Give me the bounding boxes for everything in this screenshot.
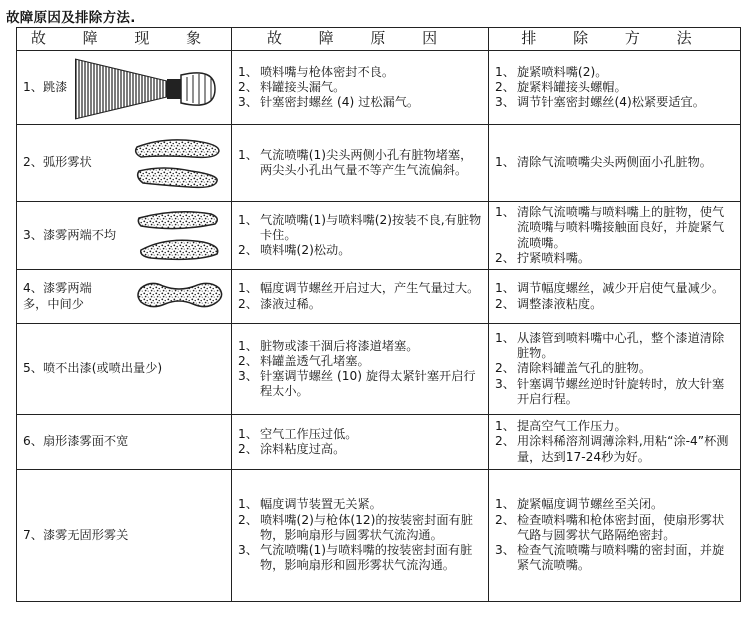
list-item: 2、 拧紧喷料嘴。: [495, 250, 591, 265]
uneven-spray-figure: [137, 208, 223, 264]
table-row: [17, 125, 741, 202]
list-item: 1、 气流喷嘴(1)尖头两侧小孔有脏物堵塞，两尖头小孔出气量不等产生气流偏斜。: [238, 147, 473, 177]
list-item: 1、 旋紧喷料嘴(2)。: [495, 64, 608, 79]
list-item: 2、 喷料嘴(2)松动。: [238, 243, 351, 258]
phenomenon-cell: [17, 202, 232, 270]
list-item: 1、 从漆管到喷料嘴中心孔，整个漆道清除脏物。: [495, 330, 725, 361]
cause-cell: [232, 324, 489, 415]
page-title: 故障原因及排除方法.: [6, 10, 136, 26]
list-item: 2、 调整漆液粘度。: [495, 296, 603, 311]
list-item: 3、 气流喷嘴(1)与喷料嘴的按装密封面有脏物，影响扇形和圆形雾状气流沟通。: [238, 543, 473, 573]
cause-cell: [232, 125, 489, 202]
remedy-cell: [489, 51, 741, 125]
table-row: [17, 415, 741, 470]
table-row: [17, 324, 741, 415]
phenomenon-cell: [17, 51, 232, 125]
cause-cell: [232, 270, 489, 324]
cause-cell: [232, 51, 489, 125]
cause-cell: [232, 415, 489, 470]
remedy-cell: [489, 125, 741, 202]
table-row: [17, 270, 741, 324]
list-item: 1、 调节幅度螺丝，减少开启使气量减少。: [495, 281, 725, 296]
spray-gun-nozzle-figure: [75, 57, 223, 121]
fault-table: [16, 27, 741, 602]
list-item: 2、 用涂料稀溶剂调薄涂料,用粘“涂-4”杯测量，达到17-24秒为好。: [495, 434, 729, 464]
list-item: 2、 料罐接头漏气。: [238, 79, 346, 94]
list-item: 1、 幅度调节装置无关紧。: [238, 497, 382, 512]
list-item: 2、 旋紧料罐接头螺帽。: [495, 79, 627, 94]
list-item: 3、 检查气流喷嘴与喷料嘴的密封面，并旋紧气流喷嘴。: [495, 543, 725, 573]
phenomenon-label: 5、喷不出漆(或喷出量少): [23, 361, 163, 376]
list-item: 2、 料罐盖透气孔堵塞。: [238, 353, 370, 368]
list-item: 3、 针塞密封螺丝 (4) 过松漏气。: [238, 95, 420, 110]
phenomenon-cell: [17, 125, 232, 202]
phenomenon-label: 7、漆雾无固形雾关: [23, 527, 129, 542]
arc-spray-figure: [133, 135, 223, 191]
list-item: 1、 空气工作压过低。: [238, 426, 358, 441]
list-item: 1、 清除气流喷嘴与喷料嘴上的脏物，使气流喷嘴与喷料嘴接触面良好，并旋紧气流喷嘴。: [495, 205, 725, 250]
list-item: 1、 脏物或漆干涸后将漆道堵塞。: [238, 338, 419, 353]
table-row: [17, 470, 741, 602]
list-item: 2、 漆液过稀。: [238, 296, 321, 311]
phenomenon-cell: [17, 270, 232, 324]
remedy-cell: [489, 324, 741, 415]
phenomenon-label: 2、弧形雾状: [23, 155, 92, 170]
phenomenon-label: 4、漆雾两端多，中间少: [23, 281, 92, 311]
list-item: 3、 调节针塞密封螺丝(4)松紧要适宜。: [495, 95, 705, 110]
header-cause: 故 障 原 因: [232, 28, 489, 51]
table-row: [17, 51, 741, 125]
table-header-row: [17, 28, 741, 51]
list-item: 3、 针塞调节螺丝 (10) 旋得太紧针塞开启行程太小。: [238, 369, 476, 399]
list-item: 1、 幅度调节螺丝开启过大，产生气量过大。: [238, 281, 480, 296]
list-item: 2、 清除料罐盖气孔的脏物。: [495, 361, 652, 376]
list-item: 1、 旋紧幅度调节螺丝至关闭。: [495, 497, 664, 512]
list-item: 2、 涂料粘度过高。: [238, 442, 346, 456]
phenomenon-label: 6、扇形漆雾面不宽: [23, 434, 129, 449]
list-item: 2、 喷料嘴(2)与枪体(12)的按装密封面有脏物，影响扇形与圆雾状气流沟通。: [238, 512, 473, 542]
list-item: 1、 气流喷嘴(1)与喷料嘴(2)按装不良,有脏物卡住。: [238, 212, 482, 242]
dumbbell-spray-figure: [137, 280, 223, 310]
list-item: 3、 针塞调节螺丝逆时针旋转时，放大针塞开启行程。: [495, 376, 725, 406]
header-phenomenon: 故 障 现 象: [17, 28, 232, 51]
list-item: 1、 提高空气工作压力。: [495, 419, 627, 434]
list-item: 1、 喷料嘴与枪体密封不良。: [238, 64, 395, 79]
table-row: [17, 202, 741, 270]
remedy-cell: [489, 470, 741, 602]
cause-cell: [232, 202, 489, 270]
phenomenon-label: 1、跳漆: [23, 79, 68, 94]
remedy-cell: [489, 270, 741, 324]
list-item: 1、 清除气流喷嘴尖头两侧面小孔脏物。: [495, 155, 712, 170]
remedy-cell: [489, 202, 741, 270]
cause-cell: [232, 470, 489, 602]
phenomenon-label: 3、漆雾两端不均: [23, 227, 117, 242]
list-item: 2、 检查喷料嘴和枪体密封面，使扇形雾状气路与圆雾状气路隔绝密封。: [495, 512, 725, 542]
phenomenon-cell: [17, 470, 232, 602]
phenomenon-cell: [17, 324, 232, 415]
header-remedy: 排 除 方 法: [489, 28, 741, 51]
phenomenon-cell: [17, 415, 232, 470]
remedy-cell: [489, 415, 741, 470]
